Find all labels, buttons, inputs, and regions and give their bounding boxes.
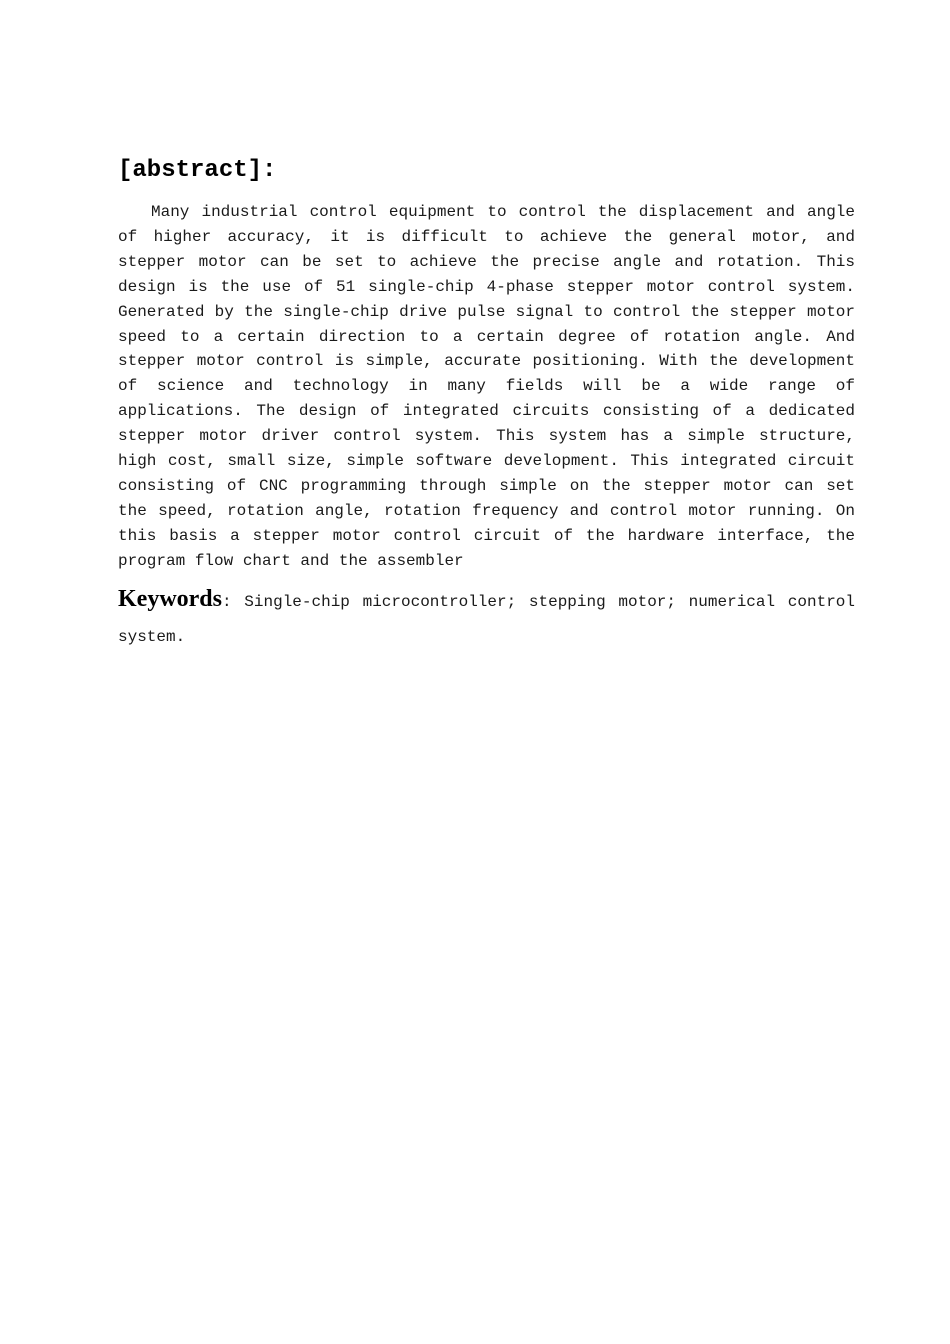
keywords-separator: : <box>222 592 232 611</box>
keywords-label: Keywords <box>118 585 222 612</box>
abstract-heading: [abstract]: <box>118 157 277 184</box>
abstract-paragraph: Many industrial control equipment to control the displacement and angle of higher accuracy, it is difficult to achieve the general motor, and stepper motor can be set to achieve the precise angle and rotation. This design is the use of 51 single-chip 4-phase stepper motor control system. Generated by the single-chip drive pulse signal to control the stepper motor speed to a certain direction to a certain degree of rotation angle. And stepper motor control is simple, accurate positioning. With the development of science and technology in many fields will be a wide range of applications. The design of integrated circuits consisting of a dedicated stepper motor driver control system. This system has a simple structure, high cost, small size, simple software development. This integrated circuit consisting of CNC programming through simple on the stepper motor can set the speed, rotation angle, rotation frequency and control motor running. On this basis a stepper motor control circuit of the hardware interface, the program flow chart and the assembler <box>118 203 855 570</box>
document-page <box>118 156 855 655</box>
keywords-line <box>118 582 855 655</box>
keywords-text: Single-chip microcontroller; stepping motor; numerical control system. <box>118 592 855 646</box>
